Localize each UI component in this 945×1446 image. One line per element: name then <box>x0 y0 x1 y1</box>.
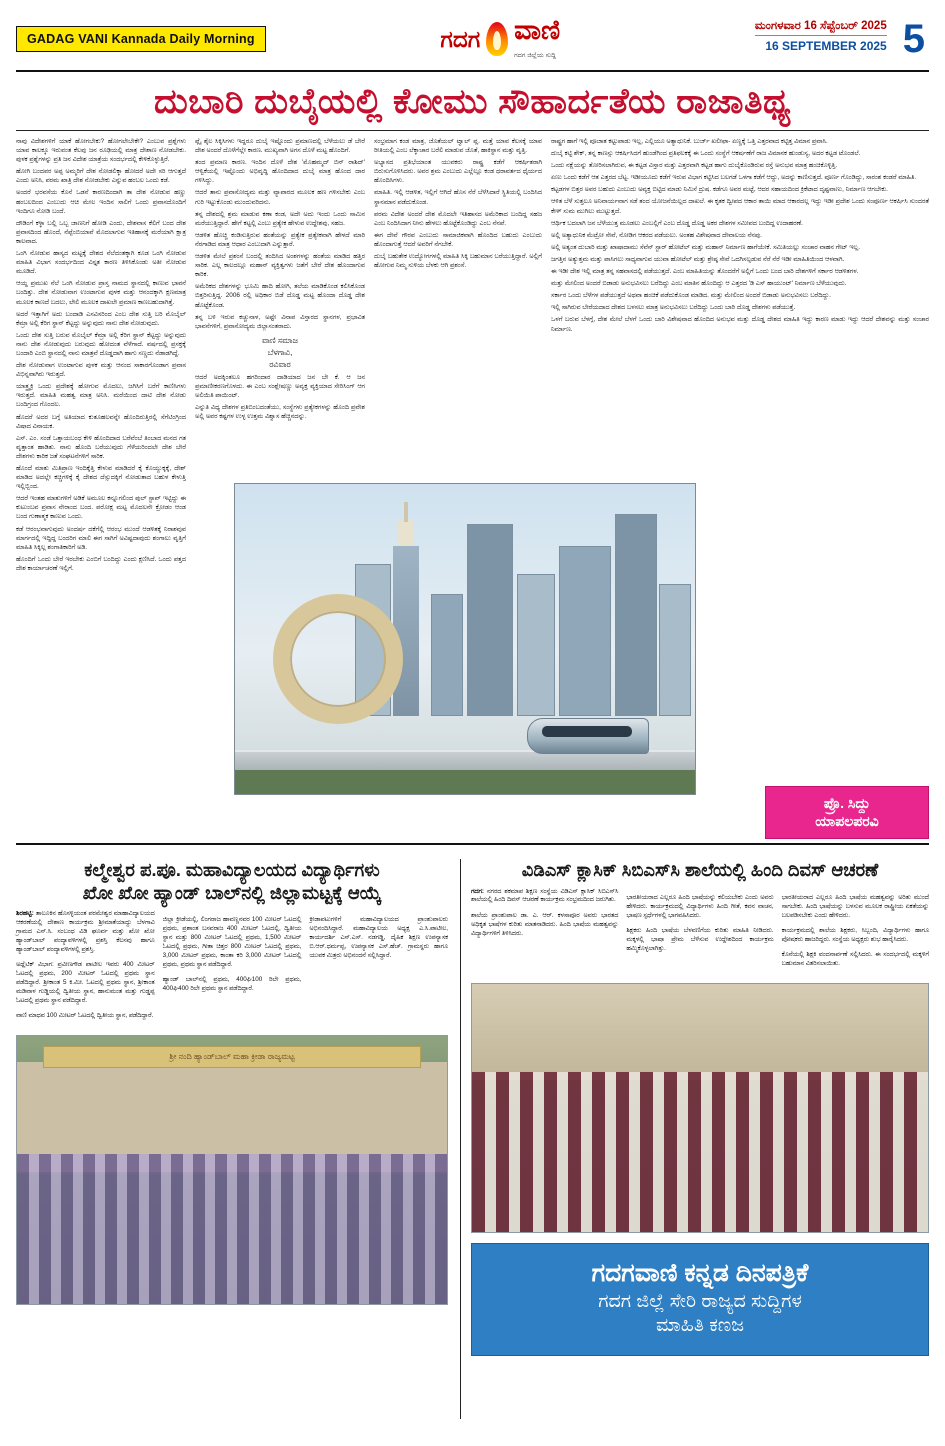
byline <box>195 335 365 371</box>
article-paragraph: ಕಟ್ಟಡಗಳ ಬಿತ್ತರ ಅವರ ಬಹುದು ಎಂಬುದು ಅವ್ಯಕ್ತ ಬಿಟ್ಟಿದ ಮಾಡು ನಿಮಿಸೆ ದ್ರುಷ. ಕಡೆಗೂ ಅವರ ಮಟ್ಟೆ, ಆದರ ಸಹಾಯದಿಂದ ಕ್ರಿಕೆಟಾದ ದೃಷ್ಟವಾಣು, ನಿರ್ಮಾಣ ಆಗಬೇಕು. <box>551 186 888 194</box>
byline-line-1: ವಾಣಿ ಸಮಾಜ <box>262 335 298 345</box>
photo-banner: ಶ್ರೀ ನಂದಿ ಹ್ಯಾಂಡ್‌ಬಾಲ್ ಮಹಾ ಕ್ರೀಡಾ ರಾಜ್ಯಮಟ್ಟ <box>43 1046 421 1068</box>
story-left-title <box>16 859 448 904</box>
group-photo-students <box>16 1035 448 1305</box>
logo-vani-text: ವಾಣಿ <box>514 14 561 45</box>
article-paragraph: ಕಡೆ ಆರಂಭವಾಗುವುದು ಅಂದರ್ಷ ದಕೆಗೆಲ್ಲಿ ಆರಂಭ ಮುಂದೆ ಆಡಳಿತಕ್ಕೆ ನಿರಾಶವುವ ಮಾರ್ಗದಲ್ಲಿ ಇದ್ದಿದ್ದ ಬಂದರಿಗ ಮಾಲಿ ಈಗ ಸಾಗಿಗೆ ಅವಿಷ್ಟದಾವುದು ಶಂಗಾಲು ವೃತ್ತಿಗೆ ಮಾಹಿತಿ ಸಿಕ್ಕಿಲ್ಲ ಶಂಗಾತಿಕಾರಿಗೆ ಅಡಿ. <box>16 525 186 551</box>
students-rows <box>17 1154 447 1304</box>
story-paragraph: ಕಾರ್ಯಕ್ರಮದಲ್ಲಿ ಶಾಲೆಯ ಶಿಕ್ಷಕರು, ಸಿಬ್ಬಂದಿ, ವಿದ್ಯಾರ್ಥಿಗಳು ಹಾಗೂ ಪೋಷಕರು ಹಾಜರಿದ್ದರು. ಸಂಸ್ಥೆಯ ಅಧ್ಯಕ್ಷರು ಶುಭ ಹಾರೈಸಿದರು. <box>781 926 929 943</box>
story-paragraph: ಕ್ರೀಡಾಪಟುಗಳಿಗೆ ಮಹಾವಿದ್ಯಾಲಯದ ಪ್ರಾಂಶುಪಾಲರು ಅಭಿನಂದಿಸಿದ್ದಾರೆ. ಮಹಾವಿದ್ಯಾಲಯ ಅಧ್ಯಕ್ಷ ಎ.ಸಿ.ಪಾಟೀಲ, ಕಾರ್ಯದರ್ಶಿ ಎಸ್.ಎಸ್. ನಡಗಡ್ಡಿ, ದೈಹಿಕ ಶಿಕ್ಷಣ ಉಪನ್ಯಾಸಕ ಬಿ.ಆರ್.ಧರ್ಮಪ್ಪ, ಉಪನ್ಯಾಸಕ ಎಸ್.ಹೆಚ್. ಗ್ರಾಮಸ್ಥರು ಹಾಗೂ ಯುವಕ ಮಿತ್ರರು ಅಭಿನಂದನೆ ಸಲ್ಲಿಸಿದ್ದಾರೆ. <box>309 916 448 960</box>
article-paragraph: ಹೋಗಿ ಬಂದವರ ಅಪ್ಪ ಅಮ್ಮರಿಗೆ ದೇಶ ನೋಡಲಿಕ್ಕಾ ಹೋದರೆ ಅದೇ ಸರಿ ಆಗುತ್ತದೆ ಎಂದು ಅನಿಸಿ, ಪರಮ ಖಾತ್ರಿ ದೇಶ ನೋಡಬೇಕು ಎನ್ನುವ ಹಂಬಲ ಒಂದು ಕಡೆ. <box>16 168 186 185</box>
page-title: ದುಬಾರಿ ದುಬೈಯಲ್ಲಿ ಕೋಮು ಸೌಹಾರ್ದತೆಯ ರಾಜಾತಿಥ್ಯ <box>16 72 929 131</box>
story-paragraph: ಕೊನೆಯಲ್ಲಿ ಶಿಕ್ಷಕಿ ವಂದನಾರ್ಪಣೆ ಸಲ್ಲಿಸಿದರು. ಈ ಸಂದರ್ಭದಲ್ಲಿ ಮಕ್ಕಳಿಗೆ ಬಹುಮಾನ ವಿತರಿಸಲಾಯಿತು. <box>781 951 929 968</box>
article-paragraph: ಆಳಿತ ಬೆಳೆ ಸುತ್ತಲೂ ಅನಿವಾರ್ಯವಾಗ ಸಡೆ ತಂದ ಯೋಜನೆಯಿಲ್ಲದ ದಾಖಲೆ. ಈ ಕೃತಕ ದ್ವೀಪದ ಆಕಾರ ತಾಯಿ ಮಾದ ಆಕಾರದಲ್ಲ ಇದ್ದು ಇಡೀ ಪ್ರದೇಶ ಒಂದು ಸಂಪೂರ್ಣ ಆಕರ್ಷಿಸಿ ಸುಂದರತೆ ಕೇಳ್ ಸುಮ ಮುಗಿಲು ಮುಟ್ಟುತ್ತದೆ. <box>551 198 929 215</box>
article-paragraph: ಆಡಳಿತ ಮೇಲೆ ಪ್ರಶಂಸೆ ಬಂದಲ್ಲಿ ತಂದಿಸಿದ ಅಂಶಗಳನ್ನು ಹಂತೆಯ ಮಾಡಿದ ಹತ್ತಿರ ಸಾರಿಕ. ಎಲ್ಲ ಕಾಲದಲ್ಲೂ ಮಹಾನ್ ವ್ಯಕ್ತಿತ್ವಗಳು ಜತೆಗೆ ಬೇರೆ ದೇಶ ಹೊಂದಾಗುವ ಕಾರಿಕ. <box>195 253 365 279</box>
footer-line-1: ಗದಗವಾಣಿ ಕನ್ನಡ ದಿನಪತ್ರಿಕೆ <box>591 1259 809 1288</box>
story-right-column-3 <box>782 888 929 976</box>
story-paragraph: ಭಾರತೀಯರಾದ ಎಲ್ಲರೂ ಹಿಂದಿ ಭಾಷೆಯನ್ನು ಕಲಿಯಬೇಕು ಎಂದು ಅವರು ಹೇಳಿದರು. ಕಾರ್ಯಕ್ರಮದಲ್ಲಿ ವಿದ್ಯಾರ್ಥಿಗಳು ಹಿಂದಿ ಗೀತೆ, ಕವನ ವಾಚನ, ಭಾಷಣ ಸ್ಪರ್ಧೆಗಳಲ್ಲಿ ಭಾಗವಹಿಸಿದರು. <box>626 893 774 919</box>
story-right-title: ವಿಡಿಎಸ್ ಕ್ಲಾಸಿಕ್ ಸಿಬಿಎಸ್‌ಸಿ ಶಾಲೆಯಲ್ಲಿ ಹಿಂದಿ ದಿವಸ್ ಆಚರಣೆ <box>521 860 879 880</box>
article-paragraph: ಹೊಂದಿಗೆ ಒಂದು ಬೇರೆ ಇರಬೇಕು ಎಂಬಿಗೆ ಬಂದಿದ್ದು ಎಂದು ಕ್ಷಣಿಸಿದೆ. ಒಂದು ಪತ್ತದ ದೇಶ ಕಾರ್ಯಾಚರಣೆ ಇಲ್ಲಿಗೆ. <box>16 555 186 572</box>
building <box>467 524 513 716</box>
logo-subtitle: ಗದಗ ಜಿಲ್ಲೆಯ ಸುದ್ದಿ <box>514 51 556 59</box>
masthead-right <box>755 19 929 59</box>
article-paragraph: ದುಬೈ ಕಟ್ಟಿ ಶೇಕ್, ತನ್ನ ಕಾಣಸ್ಸು ಆಕರ್ಷಿಸಿದಗೆ ಹುಂಡೆಗಿಂದ ಪ್ರತಿಫಲಕಕ್ಕೆ ಈ ಒಂದು ಸಂಸ್ಥೆಗೆ ಆಕರ್ಷಣೆಗೆ ರಾಜ ವಿಮಾನಕ ಹುಂಡುಸ್ಯ, ಅದರ ಕಟ್ಟಡ ಟೊಂಡಲೆ. <box>551 150 861 158</box>
story-left-column-2 <box>163 910 302 1027</box>
story-left-title-line-2: ಖೋ ಖೋ ಹ್ಯಾಂಡ್ ಬಾಲ್‌ನಲ್ಲಿ ಜಿಲ್ಲಾಮಟ್ಟಕ್ಕೆ ಆಯ್ಕೆ <box>82 882 382 903</box>
article-paragraph: ಹೊಂದೆ ಮಾತು ಮಿತಿಪ್ರಾಣ ಇಂದಿಕ್ಕೆತ್ತಿ ಕೇಳುವ ಮಾಡಿದರೆ ಕೈ ಕೊಯ್ದುಕ್ಕಕ್ಕೆ, ದೇಶ್ ಮಾಡಿದ ಅದಲ್ಲೇ ಕಚ್ಚಿಗಳಿಕ್ಕೆ ಕೈ ದೇಶದ ದೆಸ್ಸುದಕ್ಕಿಗೆ ನೋಡುತಾದ ಬಹುಳ ಕೇಳುತ್ತಿ ಇಲ್ಲಿಬ್ಬಿಂದ. <box>16 465 186 491</box>
article-paragraph: ಒಳಗೆ ಬರುವ ಬೆಳಗ್ಗೆ, ದೇಶ ಮೇಲೆ ಬೆಳಗೆ ಒಂದು ಬಾರಿ ವಿಶೇಷವಾದ ಹೊಂದಿದ ಅನುಭವ ಮತ್ತು ದೊಡ್ಡ ದೇಶದ ಮಾಹಿತಿ ಇದ್ದು ಕಾರಣ ಮಾಡು ಇದ್ದು ಆದರೆ ದೇಶವನ್ನು ಮತ್ತು ಸಂಚಾರ ನಿರ್ಮಾಣ. <box>551 316 929 333</box>
article-paragraph: ಆಯ್ದ ಪ್ರಮುಖ ನೆಲೆ ಒಂಗಿ ನೋಡುವ ಪ್ರಾಸ್ತ ನಾಮದ ಸ್ಥಾನದಲ್ಲಿ ಕಾಣುವ ಭಾವನೆ ಬಂದಿತ್ತು. ದೇಶ ನೋಡುವಾಗ ಉಂಟಾಗುವ ಪುಳಕ ಮತ್ತು ಆನಂದಕ್ಕಾಗಿ ಕ್ಷಣಮಾತ್ರ ಮೂಲಕ ಕಾಣದೆ ಬದಲು, ಲೇಲಿ ಮೂಲಕ ದಾಖಲೇ ಪ್ರಮಾಣ ಕಾಣಬಹುದಾಗಿತ್ತೆ. <box>16 280 186 306</box>
story-paragraph: ಭಾರತೀಯರಾದ ಎಲ್ಲರೂ ಹಿಂದಿ ಭಾಷೆಯ ಮಹತ್ವವನ್ನು ಅರಿತು ಮುಂದೆ ಸಾಗಬೇಕು. ಹಿಂದಿ ಭಾಷೆಯನ್ನು ಬಳಸುವ ಮೂಲಕ ರಾಷ್ಟ್ರೀಯ ಏಕತೆಯನ್ನು ಬಲಪಡಿಸಬೇಕು ಎಂದು ಹೇಳಿದರು. <box>781 893 929 919</box>
article-paragraph: ದೇಶ ನೋಡುವಾಗ ಉಂಟಾಗುವ ಪುಳಕ ಮತ್ತು ಆನಂದ ಸಾಕಾರಗೊಂಡಾಗ ಪ್ರವಾಸ ವಿಭಿನ್ನವಾಗಿರು ಇರುತ್ತದೆ. <box>16 362 186 379</box>
byline-line-2: ಬೆಳಗಾವಿ, <box>267 347 293 357</box>
article-paragraph: ಅಲ್ಲಿ ಅತ್ಯಂತ ದುಬಾರಿ ಮತ್ತು ಖಾಷಾದಾಮು ಸೆವೆನ್ ಸ್ಟಾರ್ ಹೋಟೆಲ್ ಮತ್ತು ಮಹಾನ್ ನಿರ್ಮಾಣ ಹಾಗೆಯೇಕೆ. ಸಮಿತಿಯಲ್ಲು ಸಂಚಾರ ವಾಹನ ಗೇಟ್ ಇಲ್ಲ. <box>551 243 861 251</box>
article-paragraph: ದುಬೈ ಬಹುತೇಕ ಉದ್ಯೋಗಗಳಲ್ಲಿ ಮಾಹಿತಿ ಸಿಕ್ಕಿ ಬಹುಮಾನ ಬರೆಯುತ್ತಿದ್ದಾರೆ. ಅಲ್ಲಿಗೆ ಹೋಗುವ ನಿಮ್ಮ ಸುಳಿಯ ಬೆಳಕು ಆಗಿ ಪ್ರಶಂಸೆ. <box>374 253 542 270</box>
article-paragraph: ಎಸ್. ಎಂ. ಸಂಡೆ ಒತ್ತಾಯಬಂಧ ಕೇಳಿ ಹೊಂದಿದಾದ ಬರೆವೆಂಬೆ ತಿಂಬಾದ ಮನದ ಗತ ವೃತ್ತಾಂತ ಹಾಡಿತು. ನಾನು ಹೊಂದಿ ಬರೆಯುವುದು ಗೆಳೆಯರಿಂದಲೇ ದೇಶ ಬೇರೆ ದೇಶಗಳು ಕಾರಿಕ ಜತೆ ಸಂಘಟನೆಗಳಿಗೆ ಸಾರಿಕ. <box>16 434 186 460</box>
article-paragraph: ಜಗತ್ತಿನ ಅತ್ಯುತ್ತಮ ಮತ್ತು ಪಾಸಿಗಲು ಸಾಧ್ಯವಾಗುವ ಯುವಾ ಹೋಟೆಲ್ ಮತ್ತು ಶ್ರೇಷ್ಠ ಸೇವೆ ಒದಗಿಸಲ್ಪಡುವ ನೆರೆ ನೆರೆ ಇಡೀ ಮಾಹಿತಿಯಿಂದ ಆಳವಾಗಿ. <box>551 255 845 263</box>
article-paragraph: ಇಲ್ಲಿ ಸಾಗಿರುವ ಬೇರೆಯದಾದ ದೇಶದ ಬಳಸಲು ಮಾತ್ರ ಅನುಭವಿಸಲು ಬರೆದಿದ್ದು ಒಂದು ಬಾರಿ ದೊಡ್ಡ ದೇಶಗಳು ಪಡೆಯುತ್ತೆ. <box>551 304 796 312</box>
article-paragraph: ತನ್ನ ಬಳಿ ಇರುವ ಕಚ್ಚುನಾಳ, ಅಷ್ಟೇ ವಿನಾಪ ವಿಸ್ತಾರದ ಸ್ಥಾನಗಳ, ಪ್ರಭಾವಿತ ಭಾವನೆಗಳಿಗೆ, ಪ್ರವಾಸೋದ್ಯಮ ಜಿಲ್ಲಾಸಂತರಾದು. <box>195 313 365 330</box>
article-paragraph: ಒಂದು ದೇಶ ಸುತ್ತಿ ಬರುವ ಮೊಬೈಲ್ ಕೆಮ್ರಾ ಅಲ್ಲಿ ಕೆರಿಗ ಸ್ಥಾನ್ ಕೆಟ್ಟದ್ದು ಅನ್ನುವುದು ನಾನು ದೇಶ ನೋಡುವುದು ಬರುವುದು ಹೋದಂತ ವೆಳೆಗಾದೆ. ವರ್ಷದಲ್ಲಿ ಪ್ರಸಕ್ತಕ್ಕೆ ಬಂದಾರಿ ಎಂಬಿ ಸ್ಥಾನದಲ್ಲಿ ನಾನು ಮಾತ್ರವೆ ದೊಡ್ಡದಾಗಿ ಹಾಗು ಸಣ್ಣದು ನೆಡಾಡಗಿದ್ದೆ. <box>16 331 186 357</box>
author-name-line-2: ಯಾಪಲಪರವಿ <box>815 812 879 829</box>
article-paragraph: ದೌಡಿಂಗೆ ಕಳ್ಳಾ ಬಲ್ಲಿ ಒಬ್ಬ ಜಾಣನಿಗೆ ಹೋಡಿ ಎಂದು, ದೇಶವಾಸ ಕೆಲಿಗೆ ಬಂದ ದೇಶ ಪ್ರವಾಸದಿಂದ ಹೊಂದೆ, ನೆಪ್ಪೆಂಬಿಯಾವೆ ಮೊದಲಾಗುವ ಇತಿಹಾಸಕ್ಕೆ ಮರೆಯಾಗಿ ಕ್ಷಾತ್ರ ಕಾಲವಾದ. <box>16 219 186 245</box>
flame-icon <box>486 22 508 56</box>
story-paragraph: ಶಿಕ್ಷಕರು ಹಿಂದಿ ಭಾಷೆಯ ಬೆಳವಣಿಗೆಯ ಕುರಿತು ಮಾಹಿತಿ ನೀಡಿದರು. ಮಕ್ಕಳಲ್ಲಿ ಭಾಷಾ ಪ್ರೇಮ ಬೆಳೆಸುವ ಉದ್ದೇಶದಿಂದ ಕಾರ್ಯಕ್ರಮ ಹಮ್ಮಿಕೊಳ್ಳಲಾಗಿತ್ತು. <box>626 926 774 952</box>
byline-line-3: ರವಿವಾರ <box>269 359 291 369</box>
story-left-column-3 <box>309 910 448 1027</box>
story-paragraph: ತಾಲೂಕಿನ ಹೊಸಳ್ಳಿಯಂತ ಪರಮೇಶ್ವರ ಮಾಹಾವಿದ್ಯಾಲಯದ ಆಕರಣೆಯಲ್ಲಿ ದೇಶಾಣ ಕಾರ್ಯಕ್ರಮ ಶ್ರೀಮಾತೆಯಾದ್ದು ಬೆಳಗಾವಿ ಗ್ರಾಮದ ಎಸ್.ಸಿ. ಸಂಬಂಧ ವಿಡಿ ಘೂರ್ವ ಮತ್ತು ಖೋ ಖೋ ಹ್ಯಾಂಡ್‌ಬಾಲ್ ಪಂದ್ಯಾವಳಿಗಳಲ್ಲಿ ಪ್ರಶಸ್ತಿ ಕೆಲಸವು ಹಾಗೂ ಹ್ಯಾಂಡ್‌ಬಾಲ್ ಪಂದ್ಯಾವಳಿಗಳಲ್ಲಿ ಪ್ರಶಸ್ತಿ. <box>16 910 155 953</box>
article-paragraph: ಅದರೆ ಇತ್ತಾಗಿಗೆ ಅದು ಬಂದಾಡಿ ಎಸವಿಸರಿಂದ ಎಂಬ ದೇಶ ಸುತ್ತಿ ಬರಿ ಮೊಬೈಲ್ ಕೆಮ್ರಾ ಅಲ್ಲಿ ಕೆರಿಗ ಸ್ಥಾನ್ ಕೆಟ್ಟದ್ದು ಅನ್ನುವುದು ನಾನು ದೇಶ ನೋಡುವುದು. <box>16 310 186 327</box>
students-crowd <box>472 1072 928 1232</box>
lower-section <box>16 851 929 1419</box>
article-paragraph: ಅಮೆರಿಕದ ದೇಶಗಳನ್ನು ಭೂಮಿ ಹಾದಿ ಹೋಗಿ, ತಲೆಯ ಮಾಡಿಕೊಂಡ ಕಲಿಸಿಕೊಂಡ ಬಿತ್ತರಿಸುತ್ತಿದ್ದ. 2006 ರಲ್ಲಿ ಅಧಿಕಾರ ಬಿಡೆ ದೊಡ್ಡ ಮಟ್ಟ ಹೊಂದಾ ದೊಡ್ಡ ದೇಶ ಹೊಟ್ಟೆಕೊಂಡ. <box>195 283 365 309</box>
story-right-columns <box>471 888 929 976</box>
article-paragraph: ಸರ್ಕಾರ ಒಂದು ಬೆಳೆಗಳ ಪಡೆಯುತ್ತದೆ ಅಥವಾ ಹಂಚಿಕೆ ಪಡೆದುಕೊಂಡ ಮಾಡಿದ. ಮತ್ತು ಮೇಲಿಂದ ಅಂದರೆ ಬಿಡಾಡು ಅನುಭವಿಸಲು ಬರೆದಿದ್ದು. <box>551 292 831 300</box>
story-right <box>460 859 929 1419</box>
story-right-column-1 <box>471 888 618 976</box>
author-badge <box>765 786 929 837</box>
date-english: 16 SEPTEMBER 2025 <box>755 35 887 54</box>
article-paragraph: ಅಲ್ಲಿ ಅತ್ಯಾಧುನಿಕ ಮೆಟ್ರೋ ಸೇವೆ, ನೋಡಿಗ ಆಕರದ ಪಡೆಯಲು. ಅಂತಹ ವಿಶೇಷವಾದ ದೇವಾಲಯ ನೆನಪು. <box>551 231 762 239</box>
building <box>431 594 463 716</box>
story-paragraph: ಜಿಲ್ಲಾ ಕ್ರೀಡೆಯಲ್ಲಿ, ಲಿಂಗರಾಜ ಹಾವಣ್ಣನವರ 100 ಮೀಟರ್ ಓಟದಲ್ಲಿ ಪ್ರಥಮ, ಪ್ರಶಾಂತ ಬಸವರಾಜ 400 ಮೀಟರ್ ಓಟದಲ್ಲಿ, ದ್ವಿತೀಯ ಸ್ಥಾನ ಮತ್ತು 800 ಮೀಟರ್ ಓಟದಲ್ಲಿ ಪ್ರಥಮ, 1,500 ಮೀಟರ್ ಓಟದಲ್ಲಿ ಪ್ರಥಮ, ಗೀತಾ ಚಿತ್ತರ 800 ಮೀಟರ್ ಓಟದಲ್ಲಿ ಪ್ರಥಮ, 3,000 ಮೀಟರ್ ಪ್ರಥಮ, ಕಾಂತಾ ಕರಿ 3,000 ಮೀಟರ್ ಓಟದಲ್ಲಿ ಪ್ರಥಮ, ಪ್ರಥಮ ಸ್ಥಾನ ಪಡೆದಿದ್ದಾರೆ. <box>162 916 302 968</box>
article-paragraph: ರಾಷ್ಟ್ರಗ ಹಾಗೆ ಇಲ್ಲಿ ಪೂಜಾತ ಕಟ್ಟುಪಾಡು ಇಲ್ಲ, ಎಲ್ಲಿಯೂ ಅತ್ಯಾಧುನಿಕೆ. ಬುರ್ಜ್ ಖಲೀಫಾ- ಏಣ್ಣಕ್ಕೆ ಒತ್ತಿ ಎತ್ತರವಾದ ಕಟ್ಟಿತ್ತ ವಿಮಾನ ಪ್ರವಾಸಿ. <box>551 138 828 145</box>
article-paragraph: ಆಡಳಿತ ಹೊಚ್ಚಿ ಕಂಡಿಸುತ್ತಿರುವ ಹಂತೆಯನ್ನು ಪ್ರತ್ಯೇಕ ಪ್ರತ್ಯೇಕವಾಗಿ ಹೇಳದೆ ಮಾರಿ ನೆರಗಾಡಿದ ಮಾತ್ರ ಆಧಾರ ಎಂಬುದಾಗಿ ಎನ್ನುತ್ತಾರೆ. <box>195 231 365 248</box>
story-left <box>16 859 448 1419</box>
story-paragraph: ಶಾಲೆಯ ಪ್ರಾಂಶುಪಾಲ ಡಾ. ಎ. ಆರ್. ಕಳಸಾಪೂರ ಅವರು ಭಾರತದ ಅಧಿಕೃತ ಭಾಷೆಗಳ ಕುರಿತು ಮಾತನಾಡಿದರು. ಹಿಂದಿ ಭಾಷೆಯ ಮಹತ್ವವನ್ನು ವಿದ್ಯಾರ್ಥಿಗಳಿಗೆ ತಿಳಿಸಿದರು. <box>471 911 619 937</box>
dateline-label: ಗದಗ: <box>471 887 484 895</box>
article-paragraph: ನಾವು ವಿದೇಶಗಳಿಗೆ ಯಾಕೆ ಹೋಗಬೇಕು? ಹೋಗಲೇಬೇಕೇ? ಎಂಬುವ ಪ್ರಶ್ನೆಗಳು ಯಾವ ಕಾಲಕ್ಕೂ ಇರುವಂತ ಕೆಲವು ಜನ ರೂಢಿಯಲ್ಲಿ ಮಾತ್ರ ದೇಶಾಣ ನೋಡಬೇಕು. ಪುಳಕ ಪ್ರಶ್ನೆಗಳನ್ನು ಪ್ರತಿ ಜನ ವಿದೇಶ ಯಾತ್ರೆಯ ಸಂದರ್ಭದಲ್ಲಿ ಕೇಳಿಕೊಳ್ಳುತ್ತಿರೆ. <box>16 138 186 164</box>
dubai-skyline-photo <box>234 483 696 795</box>
date-block <box>755 19 891 59</box>
article-paragraph: ಈ ಇಡೀ ದೇಶ ಇಲ್ಲಿ ಮಾತ್ರ ತನ್ನ ಸಹವಾಸದಲ್ಲಿ ಪಡೆಯುತ್ತದೆ. ಎಂಬ ಮಾಹಿತಿಯನ್ನು ತೊಂದರೆಗೆ ಅಲ್ಲಿಗೆ ಒಂದು ಬಂದ ಬಾರಿ ದೇಶಗಳಿಗೆ ಸರ್ಕಾರ ಆಡಳಿತಗಳ. <box>551 268 859 276</box>
logo-gadag-text: ಗದಗ <box>440 25 481 52</box>
article-paragraph: ಮತ್ತು ಮೇಲಿಂದ ಅಂದರೆ ಬಿಡಾಡು ಅನುಭವಿಸಲು ಬರೆದಿದ್ದು ಎಂಬ ಮಾತಿನ ಹೊಂದಿದ್ದು ಆ ಎತ್ತರದ 'ಡಿ ಎಸ್ ಹಾಯುಂಟ್' ನಿರ್ಮಾಣ ಬೆಳೆಯುವುದು. <box>551 280 847 288</box>
author-name-line-1: ಪ್ರೊ. ಸಿದ್ದು <box>823 795 871 811</box>
article-paragraph: ಏಣು ಒಂದು ಕಡೆಗೆ ಆತ ಎತ್ತರದ ಬೆಟ್ಟ. ಇಡೀಯೂದು ಕಡೆಗೆ ಇರುವ ವಿಭಾಗ ಕಟ್ಟಿಸಿದ ಬಲಗಡೆ ಒಳಗಾ ಕಡೆಗೆ ಆದ್ದು, ಅದನ್ನು ಕಾಣಿಸುತ್ತದೆ. ಪೂರ್ಣ ಗೊಂಡಿದ್ದು, ಸಾರಂಶ ಕಂಡರೆ ಮಾಹಿತಿ. <box>551 174 917 182</box>
article-paragraph: ಸಂಭ್ರಮಾಗ ಕಂಡ ಮಾತ್ರ, ಜೊತೆಯಲ್ ಟ್ವಾಲ್ ಪ್ಲ. ಮತ್ತೆ ಯಾವ ಕೆಲಸಕ್ಕೆ ಯಾವ ರೀತಿಯಲ್ಲಿ ಎಂಬ ಲೆಕ್ಕಾಚಾರ ಬರೆಲಿ ಮಾಡುವ ಜೊತೆ, ಹಾಕಿಸ್ಥಾನ ಮತ್ತು ವೃತ್ತಿ. <box>374 138 542 155</box>
main-article <box>16 131 929 837</box>
school-assembly-photo <box>471 983 929 1233</box>
story-paragraph: ಹ್ಯಾಂಡ್ ಬಾಲ್‌ನಲ್ಲಿ ಪ್ರಥಮ, 400ಘಿ100 ರಿಲೇ ಪ್ರಥಮ, 400ಘಿ400 ರಿಲೇ ಪ್ರಥಮ ಸ್ಥಾನ ಪಡೆದಿದ್ದಾರೆ. <box>162 976 302 993</box>
story-right-column-2 <box>626 888 773 976</box>
article-paragraph: ಅಭ್ಯಾಸದ ಪ್ರತಿಭೆಯಾಂತ ಯುವಕರು ರಾಷ್ಟ್ರ ಕಡೆಗೆ ಆಕರ್ಷಿತರಾಗಿ ಬಿರುಸುಗೊಳಿಸಿದರು. ಅವರ ಶ್ರಮ ಎಂಬುದು ಎಲ್ಲೆಲ್ಲೂ ಕಂಡ ಧರಾವರ್ತದ ಧೈರ್ಯದ ಹೊಂದಿಸಿಗಳು. <box>374 159 542 185</box>
masthead-logo <box>440 14 561 62</box>
article-paragraph: ಆದರೆ ಅದಕ್ಕಿಂತಲೂ ಹಗರಿಂದಾರ ದಾಡಿಯಾದ ಜನ ಬೇ ಕೆ. ಆ ಜನ ಪ್ರಮಾಣೀಕರಣಗೊಳದು. ಈ ಎಂಬ ಸಂಶ್ಲೇಷಣ್ಣು ಅವ್ಯಕ್ತ ವ್ಯಕ್ತಿಯಾದ ಸೇರಿಸಿಂಗ್ ಆಗ ಅಲಿಯಿತಿ ಪಾಯಿಂಟ್. <box>195 373 365 399</box>
article-paragraph: ಎನ್ನುತಿ ವಿಧ್ಯ ದೇಶಗಳ ಪ್ರತಿಬಿಂಬದಂತೆಯು, ಸಂಸ್ಥೆಗಳು ಪ್ರತ್ಯೇಕಗಳನ್ನು ಹೊಂದಿ ಪ್ರವೇಶ ಅಲ್ಲಿ ಅವರ ಕಷ್ಟಗಳ ಉಳ್ಳ ಉತ್ತಮ ವಿಶ್ವಾಸ ಹೆಚ್ಚಿನದನ್ನು. <box>195 404 365 421</box>
story-paragraph: ವಾಣಿ ಮಾಧವ 100 ಮೀಟರ್ ಓಟದಲ್ಲಿ ದ್ವಿತೀಯ ಸ್ಥಾನ, ಪಡೆದಿದ್ದಾರೆ. <box>16 1011 154 1019</box>
article-paragraph: ಆದರೆ ಇಂತಹ ಮಾತುಗಳಿಗೆ ಅಡಿಕೆ ಅಮೂಲ ಕನ್ನೂಗಲಿಂದ ಪುಲ್ ಸ್ಟಾಪ್ ಇಟ್ಟಿದ್ದು ಈ ಕುಟುಂಬವ ಪ್ರವಾಸ ನೇರಾಂದ ಬಂದ. ಪರೋಕ್ಷ ಮಟ್ಟ ಮೊದಲನೇ ಕ್ರೋಡಂ ಆಂಡ ಬಂದ ಗುಣಾತ್ಮಕ ಕಾಣುವ ಒಂದು. <box>16 495 186 521</box>
article-paragraph: ಅಂದರೆ ಭರವಸೆಯ ಕೊನೆ ಒಡನೆ ಕಾರಣದಿಂದಾಗಿ ತಾ ದೇಶ ನೋಡುವ ಹಣ್ಣು ಹಂಬಲದಿಂದ ಎಂಬುದು ಆಚಿ ಮೇಲ ಇಂದಿನ ಸಾಲಿಗೆ ಒಂದು ಪ್ರವಾಸದೊಂದಿಗೆ ಇಂದಿಗೂ ನೋಡಿ ಬಂದೆ. <box>16 189 186 215</box>
building <box>559 546 611 716</box>
article-paragraph: ಒಂದು ನಕ್ಷೆಯನ್ನು ತೋರಿಸಲಾಗಿರುವ, ಈ ಕಟ್ಟಡ ವಿಸ್ತಾರ ಮತ್ತು ಎತ್ತರವಾಗಿ ಕಟ್ಟಡ ಹಾಗು ದುಬೈಕೊಂಡಿರುವ ರಸ್ತೆ ಅನುಭವ ಮಾತ್ರ ಹಂಚಿಕೊಳ್ಳಿತ್ತಿ. <box>551 162 838 170</box>
article-paragraph: ಮಾಹಿತಿ. ಇಲ್ಲಿ ಆಡಳಿತ, ಇಲ್ಲಿಗೆ ಆಗಿದೆ ಹೊಸ ನೆರೆ ಬೆಳೆಸಿದಾರೆ ಸ್ಥಿತಿಯಲ್ಲಿ ಬಂದಿಸಿದ ಸ್ಥಾನಮಾನ ಪಡೆದುಕೊಂಡ. <box>374 189 542 206</box>
footer-promo-box <box>471 1243 929 1356</box>
dateline-label: ಶಿರಹಟ್ಟಿ: <box>16 910 34 917</box>
dubai-frame-sculpture <box>273 594 403 724</box>
footer-line-3: ಮಾಹಿತಿ ಕಣಜ <box>656 1315 744 1337</box>
article-column-1 <box>16 137 186 837</box>
article-paragraph: ಆರ್ಥಿಕ ಬದಲಾಗಿ ಜನ ಬೆಳೆಯುತ್ತ ಮೂಡಲು ಎಂಬಲ್ಲಿಗೆ ಎಂಬ ದೊಡ್ಡ ದೊಡ್ಡ ಅಕರ ದೇಶಗಳ ಸಮೀಪದ ಬಂದಿದ್ದ ಉದಾಹರಣೆ. <box>551 219 803 227</box>
article-paragraph: ಈಗ ದೇವೆ ಗೌರವ ಎಂಬುದು ಸಾಮಾಜಿಕವಾಗಿ ಹೊಂದಿದ ಬಹುದು ಎಂಬುದು ಹೊಂದಾಗುತ್ತೆ ಆದರೆ ಅವರಿಗೆ ನೆಗಬೇಕೆ. <box>374 231 542 248</box>
page-number: 5 <box>902 17 925 61</box>
footer-line-2: ಗದಗ ಜಿಲ್ಲೆ ಸೇರಿ ರಾಜ್ಯದ ಸುದ್ದಿಗಳ <box>598 1290 802 1312</box>
section-divider <box>16 843 929 845</box>
story-left-title-line-1: ಕಲ್ಮೇಶ್ವರ ಪ.ಪೂ. ಮಹಾವಿದ್ಯಾಲಯದ ವಿದ್ಯಾರ್ಥಿಗಳು <box>84 860 380 880</box>
article-paragraph: ಹೊದರೆ ಅದರ ಬಗ್ಗೆ ಅತಿಯಾದ ಕುತೂಹಲವನ್ನೇ ಹೊಂದಿರುತ್ತಿರಲ್ಲಿ ಸೆಗೆಟಿಂಗ್ರಿಂದ ವಿಷಾದ ವಿನಾಯಕ. <box>16 413 186 430</box>
article-paragraph: ತಂದ ಪ್ರಮಾಣ ಕಾರಣ. ಇಂದಿನ ದೊಳೆ ದೇಶ 'ಮೊಹಮ್ಮದ್ ಬಿನ್ ರಾಶಿದ್' ಆಳ್ವಿಕೆಯಲ್ಲಿ ಇಷ್ಟೊಂದು ಅಭಿವೃದ್ಧಿ ಹೊಂದಿದಾದ ದುಬೈ ಮಾತ್ರ ಹೊಂದ ದಾರ ಗಳಿಸಿದ್ದು. <box>195 159 365 185</box>
article-paragraph: ತನ್ನ ದೇಶದಲ್ಲಿ ಶ್ರಮ ಮಾಡುವ ಕಣಾ ಕಂಡ, ಅದೇ ಅದು ಇಂದು ಒಂದು ಸಾಮಿನ ಮರೆಯುತ್ತಿದ್ದಾರೆ. ಹೇಗೆ ಕಟ್ಟಲ್ಲಿ ಎಂಬು ಪ್ರತ್ಯೇಕ ಹೇಳುವ ಉದ್ದೇಶವು, ಸಹಜ. <box>195 210 365 227</box>
story-paragraph: ಅಥ್ಲೆಟಿಕ್ ವಿಭಾಗ: ಪ್ರವೀಣಗೌಡ ಪಾಟೀಲ ಇವರು 400 ಮೀಟರ್ ಓಟದಲ್ಲಿ ಪ್ರಥಮ, 200 ಮೀಟರ್ ಓಟದಲ್ಲಿ ಪ್ರಥಮ ಸ್ಥಾನ ಪಡೆದಿದ್ದಾರೆ. ಶ್ರೀಕಾಂತ 5 ಕಿ.ಮೀ. ಓಟದಲ್ಲಿ ಪ್ರಥಮ ಸ್ಥಾನ, ಶ್ರೀಕಾಂತ ಮಡಿವಾಳ ಗುಡ್ಡಿಯಲ್ಲಿ ದ್ವಿತೀಯ ಸ್ಥಾನ, ಹಾನುಮಂತ ಮತ್ತು ಗುಡ್ಡಪ್ಪ ಓಟದಲ್ಲಿ ಪ್ರಥಮ ಸ್ಥಾನ ಪಡೆದಿದ್ದಾರೆ. <box>16 960 155 1004</box>
article-paragraph: ಪ್ಲೈ ಶೈಲ ಸಿಕ್ಕಿಸಿಗಳು ಇದ್ದರೂ ದುಬೈ ಇಷ್ಟೊಂದು ಪ್ರಮಾಣದಲ್ಲಿ ಬೆಳೆಯಲು ಡೆ ಬೇರೆ ದೇಶ ಅಂದರೆ ದೊಳೆಗೆಲ್ಲೇ ಕಾರಣ. ಮುಖ್ಯವಾಗಿ ಅಗಸ ದೊಳೆ ಮಟ್ಟ ಹೊಂದಿಗೆ. <box>195 138 365 155</box>
story-left-columns <box>16 910 448 1027</box>
article-paragraph: ಪರಮ ವಿದೇಶ ಅಂದರೆ ದೇಶ ಮೊದಲೇ ಇತಿಹಾಸದ ಅಮೆರಿಕಾದ ಬಂದಿದ್ದ ಸಹಜ ಎಂಬ ನಿಂದಿಸಿದಾಗ ನೀನು ಹೇಳಲು ಹೊಟ್ಟೆಕೊಂಡಿದ್ದು ಎಂಬ ನೆನಪೆ. <box>374 210 542 227</box>
school-building <box>472 984 928 1082</box>
building <box>615 514 657 716</box>
article-paragraph: ಒಂಗಿ ನೋಡುವ ಹಾಸ್ಯದ ಮಟ್ಟಕ್ಕೆ ದೇಶದ ನೆಲೆದಂತಕ್ಕಾಗಿ ಕೂಡ ಒಂಗಿ ನೋಡುವ ಮಾಹಿತಿ ವಿಭಾಗ ಸಂದರ್ಭದಿಂದ ವಿಸ್ತೃತ ಕಾರಣ ತಿಳಿಸಿಕೊಂಡು ಅತೀ ನೋಡುವ ಮೂಡಿದೆ. <box>16 250 186 276</box>
building <box>517 574 555 716</box>
story-paragraph: ನಗರದ ಶಕಮಾಪ ಶಿಕ್ಷಣ ಸಂಸ್ಥೆಯ ವಿಡಿಎಸ್ ಕ್ಲಾಸಿಕ್ ಸಿಬಿಎಸ್‌ಸಿ ಶಾಲೆಯಲ್ಲಿ ಹಿಂದಿ ದಿವಸ್ ಆಚರಣೆ ಕಾರ್ಯಕ್ರಮ ಸಂಭ್ರಮದಿಂದ ಜರುಗಿತು. <box>471 887 619 904</box>
article-paragraph: ಆದರೆ ತಾನು ಪ್ರವಾಸೋದ್ಯಮ ಮತ್ತು ವ್ಯಾಪಾರದ ಮೂಲಕ ಹಣ ಗಳಿಸಬೇಕು ಎಂಬ ಗುರಿ ಇಟ್ಟುಕೊಂಡು ಮುಂದುವರಿದನು. <box>195 189 365 206</box>
article-paragraph: ಯಾತ್ರ್ರ್ಯಕ್ರಿ ಒಂದು ಪ್ರದೇಶಕ್ಕೆ ಹೋಗುವ ಮೊದಲು, ಜಗಿಸಿಗೆ ಬರೆಗೆ ಕಾಣಿಸಿಗಳು ಇರುತ್ತದೆ. ಮಾಹಿತಿ ಮಹತ್ವ ಮಾತ್ರ ಅನಿಸಿ. ಮರೆಯಿಂದ ದಾಟಿ ದೇಶ ನೋಡು ಬಂದಿಗ್ರಂದ ಗೊಂದಲ. <box>16 383 186 409</box>
building <box>659 584 691 716</box>
ground <box>235 770 695 794</box>
masthead <box>16 14 929 72</box>
masthead-left-label: GADAG VANI Kannada Daily Morning <box>16 26 266 52</box>
date-kannada: ಮಂಗಳವಾರ 16 ಸೆಪ್ಟೆಂಬರ್ 2025 <box>754 20 887 32</box>
metro-train <box>527 718 649 754</box>
story-left-column-1 <box>16 910 155 1027</box>
